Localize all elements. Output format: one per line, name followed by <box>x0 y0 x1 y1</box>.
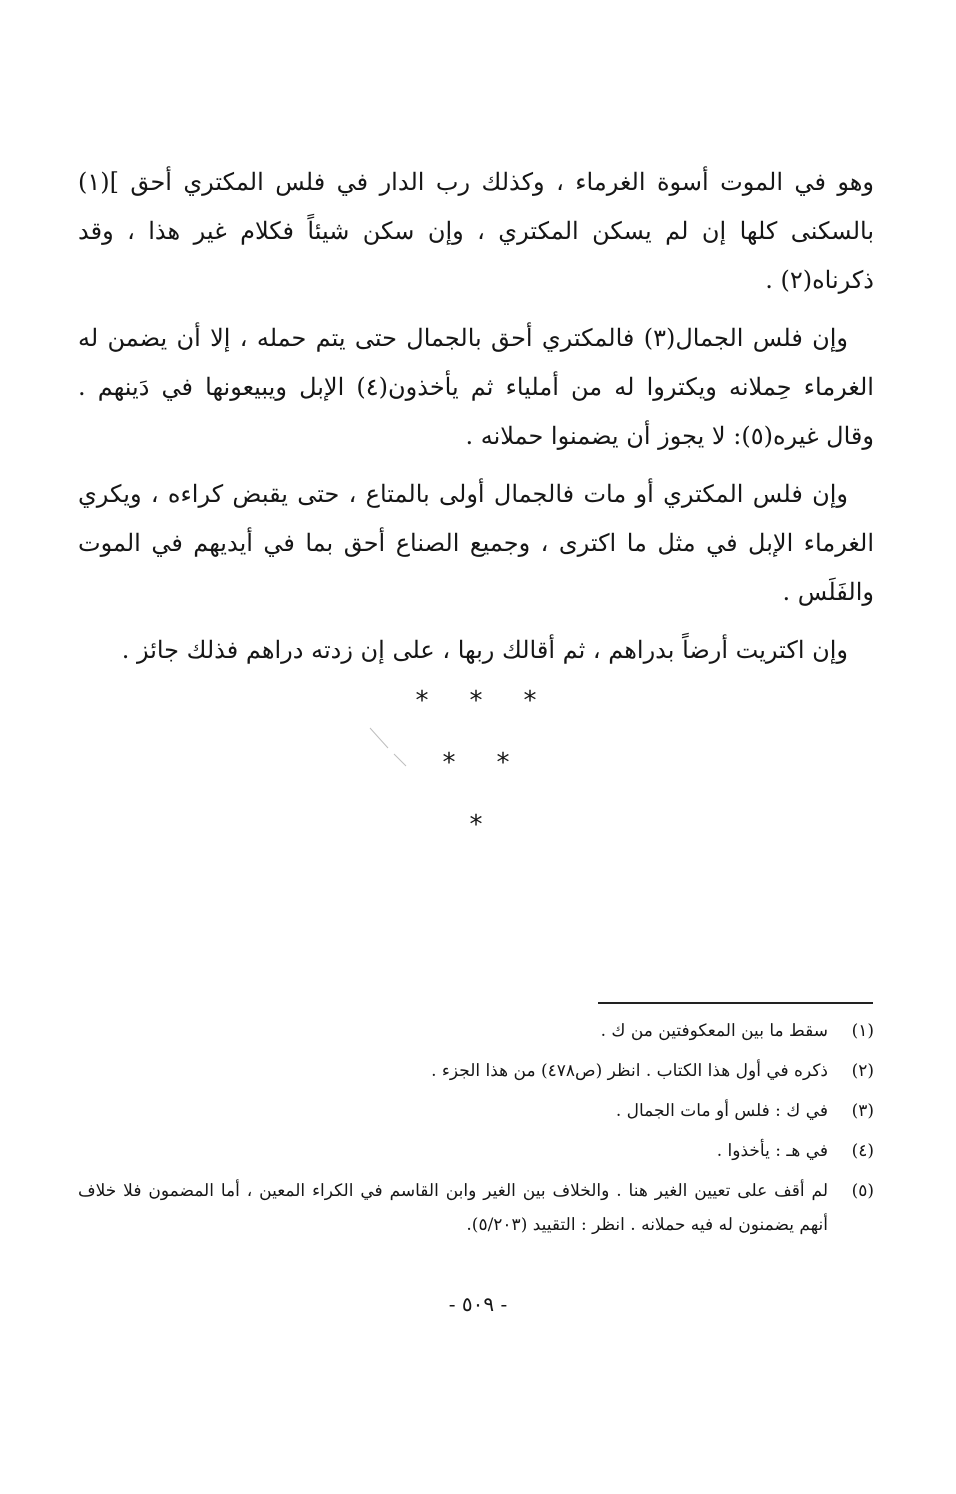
footnote-2 <box>78 1054 874 1088</box>
asterisk: * <box>442 748 456 778</box>
asterisk: * <box>523 686 537 716</box>
paragraph-3: وإن فلس المكتري أو مات فالجمال أولى بالمتاع ، حتى يقبض كراءه ، ويكري الغرماء الإبل في مثل ما اكترى ، وجميع الصناع أحق بما في أيديهم في الموت والفَلَس . <box>78 480 874 606</box>
asterisk: * <box>415 686 429 716</box>
footnotes <box>78 1014 874 1248</box>
footnote-number: (٣) <box>851 1101 874 1121</box>
footnote-text: في ك : فلس أو مات الجمال . <box>615 1101 828 1121</box>
footnote-5 <box>78 1174 874 1242</box>
footnote-number: (٢) <box>851 1061 874 1081</box>
asterisk: * <box>496 748 510 778</box>
paragraph-1: وهو في الموت أسوة الغرماء ، وكذلك رب الدار في فلس المكتري أحق ](١) بالسكنى كلها إن لم يسكن المكتري ، وإن سكن شيئاً فكلام غير هذا ، وقد ذكرناه(٢) . <box>78 168 874 294</box>
footnote-1 <box>78 1014 874 1048</box>
footnote-text: لم أقف على تعيين الغير هنا . والخلاف بين الغير وابن القاسم في الكراء المعين ، أما المضمون فلا خلاف أنهم يضمنون له فيه حملانه . انظر : التقييد (٥/٢٠٣). <box>78 1181 828 1235</box>
main-text <box>78 158 874 684</box>
paragraph-2: وإن فلس الجمال(٣) فالمكتري أحق بالجمال حتى يتم حمله ، إلا أن يضمن له الغرماء حِملانه ويكتروا له من أملياء ثم يأخذون(٤) الإبل ويبيعونها في دَينهم . وقال غيره(٥): لا يجوز أن يضمنوا حملانه . <box>78 324 874 450</box>
footnote-3 <box>78 1094 874 1128</box>
page-number: - ٥٠٩ - <box>448 1292 508 1316</box>
asterisk: * <box>469 810 483 840</box>
footnote-number: (٤) <box>851 1141 874 1161</box>
footnote-text: سقط ما بين المعكوفتين من ك . <box>600 1021 828 1041</box>
footnote-number: (٥) <box>851 1181 874 1201</box>
scan-mark <box>366 722 416 772</box>
footnote-divider <box>598 1002 873 1004</box>
footnote-text: ذكره في أول هذا الكتاب . انظر (ص٤٧٨) من هذا الجزء . <box>431 1061 828 1081</box>
footnote-number: (١) <box>851 1021 874 1041</box>
footnote-text: في هـ : يأخذوا . <box>716 1141 828 1161</box>
asterisk: * <box>469 686 483 716</box>
footnote-4 <box>78 1134 874 1168</box>
paragraph-4: وإن اكتريت أرضاً بدراهم ، ثم أقالك ربها ، على إن زدته دراهم فذلك جائز . <box>121 636 848 664</box>
